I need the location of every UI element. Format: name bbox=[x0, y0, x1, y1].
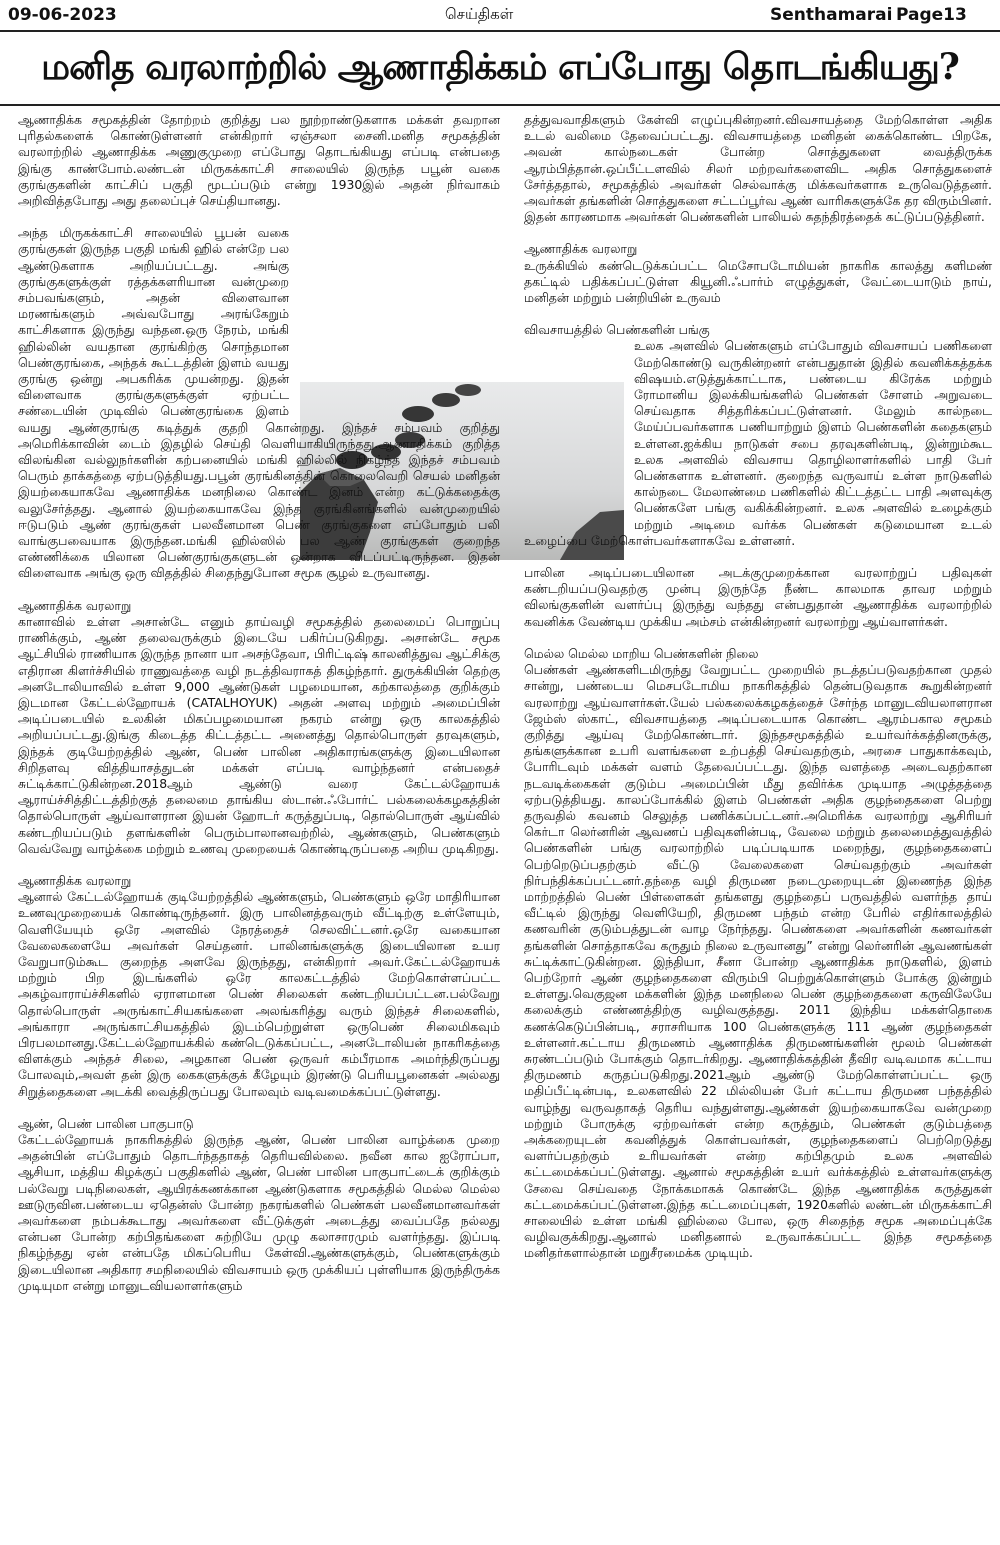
changing-status-paragraph: பெண்கள் ஆண்களிடமிருந்து வேறுபட்ட முறையில் நடத்தப்படுவதற்கான முதல் சான்று, பண்டைய மெசபடோமிய நாகரிகத்தில் தென்படுவதாக கூறுகின்றனர் வரலாற்று ஆய்வாளர்கள்.யேல் பல்கலைக்கழகத்தைச் சேர்ந்த மானுடவியலாளரான ஜேம்ஸ் ஸ்காட், விவசாயத்தை அடிப்படையாக கொண்ட ஆரம்பகால சமூகம் குறித்து ஆய்வு மேற்கொண்டார். இந்தசமூகத்தில் உயர்வர்க்கத்தினருக்கு, தங்களுக்கான உபரி வளங்களை உற்பத்தி செய்வதற்கும், அரசை பாதுகாக்கவும், போரிடவும் மக்கள் வளம் தேவைப்பட்டது. இந்த வளத்தை அடைவதற்கான நடவடிக்கைகள் குடும்ப அமைப்பின் மீது தவிர்க்க முடியாத அழுத்தத்தை ஏற்படுத்தியது. காலப்போக்கில் இளம் பெண்கள் அதிக குழந்தைகளை பெற்று தருவதில் கவனம் செலுத்த பணிக்கப்பட்டனர்.அமெரிக்க வரலாற்று ஆசிரியர் கெர்டா லெர்னரின் ஆவணப் பதிவுகளின்படி, வேலை மற்றும் தலைமைத்துவத்தில் பெண்களின் பங்கு வரலாற்றில் படிப்படியாக மறைந்து, குழந்தைகளைப் பெற்றெடுப்பதற்கும் வீட்டு வேலைகளை செய்வதற்கும் அவர்கள் நிர்பந்திக்கப்பட்டனர்.தந்தை வழி திருமண நடைமுறையுடன் இணைந்த இந்த மாற்றத்தில் பெண் பிள்ளைகள் தங்களது குழந்தைப் பருவத்தில் வளர்ந்த தாய் வீட்டில் இருந்து வெளியேறி, திருமண பந்தம் என்ற பேரில் எதிர்காலத்தில் கணவரின் குடும்பத்துடன் வாழ நேர்ந்தது. பெண்களை அவர்களின் கணவர்கள் தங்களின் சொத்தாகவே கருதும் நிலை உருவானது” என்று லெர்னரின் ஆவணங்கள் சுட்டிக்காட்டுகின்றன. இந்தியா, சீனா போன்ற ஆணாதிக்க நாடுகளில், இளம் பெற்றோர் ஆண் குழந்தைகளை விரும்பி பெற்றுக்கொள்ளும் போக்கு இன்றும் உள்ளது.வெகுஜன மக்களின் இந்த மனநிலை பெண் குழந்தைகளை கருவிலேயே கலைக்கும் எண்ணத்திற்கு வழிவகுத்தது. 2011 இந்திய மக்கள்தொகை கணக்கெடுப்பின்படி, சராசரியாக 100 பெண்களுக்கு 111 ஆண் குழந்தைகள் உள்ளனர்.கட்டாய திருமணம் ஆணாதிக்க திருமணங்களின் மூலம் பெண்கள் சுரண்டப்படும் போக்கும் தொடர்கிறது. ஆணாதிக்கத்தின் தீவிர வடிவமாக கட்டாய திருமணம் கருதப்படுகிறது.2021ஆம் ஆண்டு மேற்கொள்ளப்பட்ட ஒரு மதிப்பீட்டின்படி, உலகளவில் 22 மில்லியன் பேர் கட்டாய திருமண பந்தத்தில் வாழ்ந்து வருவதாகத் தெரிய வந்துள்ளது.ஆண்கள் இயற்கையாகவே வன்முறை மற்றும் போருக்கு ஏற்றவர்கள் என்ற கருத்தும், பெண்கள் குடும்பத்தை அக்கறையுடன் கவனித்துக் கொள்பவர்கள், குழந்தைகளைப் பெற்றெடுத்து வளர்ப்பதற்கும் உரியவர்கள் என்ற கற்பிதமும் உலக அளவில் கட்டமைக்கப்பட்டுள்ளது. ஆனால் சமூகத்தின் உயர் வர்க்கத்தில் உள்ளவர்களுக்கு சேவை செய்வதை நோக்கமாகக் கொண்டே இந்த ஆணாதிக்க கருத்துகள் கட்டமைக்கப்பட்டுள்ளன.இந்த கட்டமைப்புகள், 1920களில் லண்டன் மிருகக்காட்சி சாலையில் உள்ள மங்கி ஹில்லை போல, ஒரு சிதைந்த சமூக அமைப்புக்கே வழிவகுக்கிறது.ஆனால் மனிதனால் உருவாக்கப்பட்ட இந்த சமூகத்தை மனிதர்களால்தான் மறுசீரமைக்க முடியும். bbox=[524, 662, 992, 1261]
subheading: விவசாயத்தில் பெண்களின் பங்கு bbox=[524, 322, 710, 338]
oppression-records-paragraph: பாலின அடிப்படையிலான அடக்குமுறைக்கான வரலாற்றுப் பதிவுகள் கண்டறியப்படுவதற்கு முன்பு இருந்தே நீண்ட காலமாக தாவர மற்றும் விலங்குகளின் வளர்ப்பு இருந்து வந்தது என்பதுதான் ஆணாதிக்க வரலாற்றில் கவனிக்க வேண்டிய முக்கிய அம்சம் என்கின்றனர் வரலாற்று ஆய்வாளர்கள். bbox=[524, 565, 992, 629]
subheading: ஆண், பெண் பாலின பாகுபாடு bbox=[18, 1115, 194, 1131]
issue-date: 09-06-2023 bbox=[8, 5, 117, 25]
uruk-paragraph: உருக்கியில் கண்டெடுக்கப்பட்ட மெசோபடோமியன் நாகரிக காலத்து களிமண் தகட்டில் பதிக்கப்பட்டுள்ள கியூனி.ஃபார்ம் எழுத்துகள், வேட்டையாடும் நாய், மனிதன் மற்றும் பன்றியின் உருவம் bbox=[524, 257, 992, 306]
subheading: ஆணாதிக்க வரலாறு bbox=[18, 597, 132, 613]
article-intro: ஆணாதிக்க சமூகத்தின் தோற்றம் குறித்து பல நூற்றாண்டுகளாக மக்கள் தவறான புரிதல்களைக் கொண்டுள்ளனர் என்கிறார் ஏஞ்சலா சைனி.மனித சமூகத்தின் வரலாற்றில் ஆணாதிக்க அணுகுமுறை எப்போது தொடங்கியது எப்படி என்பதை இங்கு காண்போம்.லண்டன் மிருகக்காட்சி சாலையில் இருந்த பபூன் வகை குரங்குகளின் காட்சிப் பகுதி மூடப்படும் என்று 1930இல் அதன் நிர்வாகம் அறிவித்தபோது அது தலைப்புச் செய்தியானது. bbox=[18, 112, 500, 209]
gender-discrimination-paragraph: கேட்டல்ஹோயக் நாகரிகத்தில் இருந்த ஆண், பெண் பாலின வாழ்க்கை முறை அதன்பின் எப்போதும் தொடர்ந்ததாகத் தெரியவில்லை. நவீன கால ஐரோப்பா, ஆசியா, மத்திய கிழக்குப் பகுதிகளில் ஆண், பெண் பாலின பாகுபாட்டைக் குறிக்கும் பல்வேறு படிநிலைகள், ஆயிரக்கணக்கான ஆண்டுகளாக சமூகத்தில் மெல்ல மெல்ல ஊடுருவின.பண்டைய ஏதென்ஸ் போன்ற நகரங்களில் பெண்கள் பலவீனமானவர்கள் அவர்களை நம்பக்கூடாது அவர்களை வீட்டுக்குள் அடைத்து வைப்பதே நல்லது என்பன போன்ற கற்பிதங்களை சுற்றியே முழு கலாசாரமும் வளர்ந்தது. இப்படி நிகழ்ந்தது ஏன் என்பதே மிகப்பெரிய கேள்வி.ஆண்களுக்கும், பெண்களுக்கும் இடையிலான அதிகார சமநிலையில் விவசாயம் ஒரு முக்கியப் புள்ளியாக இருந்திருக்க முடியுமா என்று மானுடவியலாளர்களும் bbox=[18, 1131, 500, 1293]
masthead-bar bbox=[0, 0, 1000, 32]
photo-space-right bbox=[524, 340, 628, 516]
publication-name: Senthamarai bbox=[770, 5, 893, 25]
monkey-hill-paragraph: அந்த மிருகக்காட்சி சாலையில் பூபன் வகை குரங்குகள் இருந்த பகுதி மங்கி ஹில் என்றே பல ஆண்டுகளாக அறியப்பட்டது. அங்கு குரங்குகளுக்குள் ரத்தக்களரியான வன்முறை சம்பவங்களும், அதன் விளைவான மரணங்களும் அவ்வபோது அரங்கேறும் காட்சிகளாக இருந்து வந்தன.ஒரு நேரம், மங்கி ஹில்லின் வயதான குரங்கிற்கு சொந்தமான பெண்குரங்கை, அந்தக் கூட்டத்தின் இளம் வயது குரங்கு ஒன்று அபகரிக்க முயன்றது. இதன் விளைவாக குரங்குகளுக்குள் ஏற்பட்ட சண்டையின் முடிவில் பெண்குரங்கை இளம் வயது ஆண்குரங்கு கடித்துக் குதறி கொன்றது. இந்தச் சம்பவம் குறித்து அமெரிக்காவின் டைம் இதழில் செய்தி வெளியாகியிருந்தது.ஆணாதிக்கம் குறித்த விலங்கின வல்லுநர்களின் கற்பனையில் மங்கி ஹில்லில் நிகழ்ந்த இந்தச் சம்பவம் பெரும் தாக்கத்தை ஏற்படுத்தியது.பபூன் குரங்கினத்தின் கொலைவெறி செயல் மனிதன் இயற்கையாகவே ஆணாதிக்க மனநிலை கொண்ட இனம் என்ற கட்டுக்கதைக்கு வலுசேர்த்தது. ஆனால் இயற்கையாகவே இந்த குரங்கினங்களில் வன்முறையில் ஈடுபடும் ஆண் குரங்குகள் பலவீனமான பெண் குரங்குகளை எப்போதும் பலி வாங்குபவையாக இருந்தன.மங்கி ஹில்ஸில் பல ஆண் குரங்குகள் குறைந்த எண்ணிக்கை யிலான பெண்குரங்குகளுடன் ஒன்றாக விடப்பட்டிருந்தன. இதன் விளைவாக அங்கு ஒரு விதத்தில் சிதைந்துபோன சமூக சூழல் உருவானது. bbox=[18, 225, 500, 581]
subheading: மெல்ல மெல்ல மாறிய பெண்களின் நிலை bbox=[524, 645, 759, 661]
catalhoyuk-paragraph: ஆனால் கேட்டல்ஹோயக் குடியேற்றத்தில் ஆண்களும், பெண்களும் ஒரே மாதிரியான உணவுமுறையைக் கொண்டிருந்தனர். இரு பாலினத்தவரும் வீட்டிற்கு உள்ளேயும், வெளியேயும் ஒரே அளவில் நேரத்தைச் செலவிட்டனர்.ஒரே வகையான வேலைகளையே அவர்கள் செய்தனர். பாலினங்களுக்கு இடையிலான உயர வேறுபாடும்கூட குறைந்த அளவே இருந்தது, என்கிறார் அவர்.கேட்டல்ஹோயக் மற்றும் பிற இடங்களில் ஒரே காலகட்டத்தில் மேற்கொள்ளப்பட்ட அகழ்வாராய்ச்சிகளில் ஏராளமான பெண் சிலைகள் கண்டறியப்பட்டன.பல்வேறு தொல்பொருள் அருங்காட்சியகங்களை அலங்கரித்து வரும் இந்தச் சிலைகளில், அங்காரா அருங்காட்சியகத்தில் இடம்பெற்றுள்ள ஒருபெண் சிலைமிகவும் பிரபலமானது.கேட்டல்ஹோயக்கில் கண்டெடுக்கப்பட்ட, அனடோலியன் நாகரிகத்தை விளக்கும் அந்தச் சிலை, அழகான பெண் ஒருவர் கம்பீரமாக அமர்ந்திருப்பது போலவும்,அவள் தன் இரு கைகளுக்குக் கீழேயும் இரண்டு பெரியபூனைகள் அல்லது சிறுத்தைகளை அடக்கி வைத்திருப்பது போலவும் வடிவமைக்கப்பட்டுள்ளது. bbox=[18, 889, 500, 1099]
left-column bbox=[18, 112, 500, 1310]
subheading: ஆணாதிக்க வரலாறு bbox=[524, 241, 638, 257]
page-number: Page13 bbox=[896, 5, 967, 25]
right-column bbox=[524, 112, 992, 1278]
women-agriculture-paragraph: உலக அளவில் பெண்களும் எப்போதும் விவசாயப் பணிகளை மேற்கொண்டு வருகின்றனர் என்பதுதான் இதில் கவனிக்கத்தக்க விஷயம்.எடுத்துக்காட்டாக, பண்டைய கிரேக்க மற்றும் ரோமானிய இலக்கியங்களில் பெண்கள் சோளம் அறுவடை செய்வதாக சித்தரிக்கப்பட்டுள்ளனர். மேலும் கால்நடை மேய்ப்பவர்களாக பணியாற்றும் இளம் பெண்களின் கதைகளும் உள்ளன.ஐக்கிய நாடுகள் சபை தரவுகளின்படி, இன்றும்கூட உலக அளவில் விவசாய தொழிலாளர்களில் பாதி பேர் பெண்களாக உள்ளனர். குறைந்த வருவாய் உள்ள நாடுகளில் கால்நடை மேலாண்மை பணிகளில் கிட்டத்தட்ட பாதி அளவுக்கு பெண்களே பங்கு வகிக்கின்றனர். உலக அளவில் உழைக்கும் மற்றும் அடிமை வர்க்க பெண்கள் கடுமையான உடல் உழைப்பை மேற்கொள்பவர்களாகவே உள்ளனர். bbox=[524, 338, 992, 548]
continued-paragraph: தத்துவவாதிகளும் கேள்வி எழுப்புகின்றனர்.விவசாயத்தை மேற்கொள்ள அதிக உடல் வலிமை தேவைப்பட்டது. விவசாயத்தை மனிதன் கைக்கொண்ட பிறகே, அவன் கால்நடைகள் போன்ற சொத்துகளை வைத்திருக்க ஆரம்பித்தான்.ஒப்பீட்டளவில் சிலர் மற்றவர்களைவிட அதிக சொத்துகளைச் சேர்த்ததால், சமூகத்தில் அவர்கள் செல்வாக்கு மிக்கவர்களாக உருவெடுத்தனர். அவர்கள் தங்களின் சொத்துகளை சட்டப்பூர்வ ஆண் வாரிசுகளுக்கே தர விரும்பினர். இதன் காரணமாக அவர்கள் பெண்களின் பாலியல் சுதந்திரத்தைக் கட்டுப்படுத்தினர். bbox=[524, 112, 992, 225]
article-headline: மனித வரலாற்றில் ஆணாதிக்கம் எப்போது தொடங்கியது? bbox=[41, 46, 959, 88]
asante-paragraph: கானாவில் உள்ள அசான்டே எனும் தாய்வழி சமூகத்தில் தலைமைப் பொறுப்பு ராணிக்கும், ஆண் தலைவருக்கும் இடையே பகிர்ப்படுகிறது. அசான்டே சமூக ஆட்சியில் ராணியாக இருந்த நானா யா அசந்தேவா, பிரிட்டிஷ் காலனித்துவ ஆட்சிக்கு எதிரான கிளர்ச்சியில் ராணுவத்தை வழி நடத்திவராகத் திகழ்ந்தார். துருக்கியின் தெற்கு அனடோலியாவில் உள்ள 9,000 ஆண்டுகள் பழமையான, கற்காலத்தை குறிக்கும் இடமான கேட்டல்ஹோயக் (CATALHOYUK) அதன் அளவு மற்றும் அமைப்பின் அடிப்படையில் உலகின் மிகப்பழமையான நகரம் என்று ஒரு காலகத்தில் அறியப்பட்டது.இங்கு கிடைத்த கிட்டத்தட்ட அனைத்து தொல்பொருள் தரவுகளும், இந்தக் குடியேற்றத்தில் ஆண், பெண் பாலின அதிகாரங்களுக்கு இடையிலான சிறிதளவு வித்தியாசத்துடன் மக்கள் எப்படி வாழ்ந்தனர் என்பதைச் சுட்டிக்காட்டுகின்றன.2018ஆம் ஆண்டு வரை கேட்டல்ஹோயக் ஆராய்ச்சித்திட்டத்திற்குத் தலைமை தாங்கிய ஸ்டான்.ஃபோர்ட் பல்கலைக்கழகத்தின் தொல்பொருள் ஆய்வாளரான இயன் ஹோடர் கருத்துப்படி, தொல்பொருள் ஆய்வில் கண்டறியப்படும் தளங்களின் பெரும்பாலானவற்றில், ஆண்களும், பெண்களும் வெவ்வேறு வாழ்க்கை மற்றும் உணவு முறையைக் கொண்டிருப்பதை அறிய முடிகிறது. bbox=[18, 613, 500, 856]
subheading: ஆணாதிக்க வரலாறு bbox=[18, 872, 132, 888]
photo-space-left bbox=[295, 227, 500, 403]
headline-divider bbox=[0, 104, 1000, 106]
section-name: செய்திகள் bbox=[445, 5, 514, 23]
